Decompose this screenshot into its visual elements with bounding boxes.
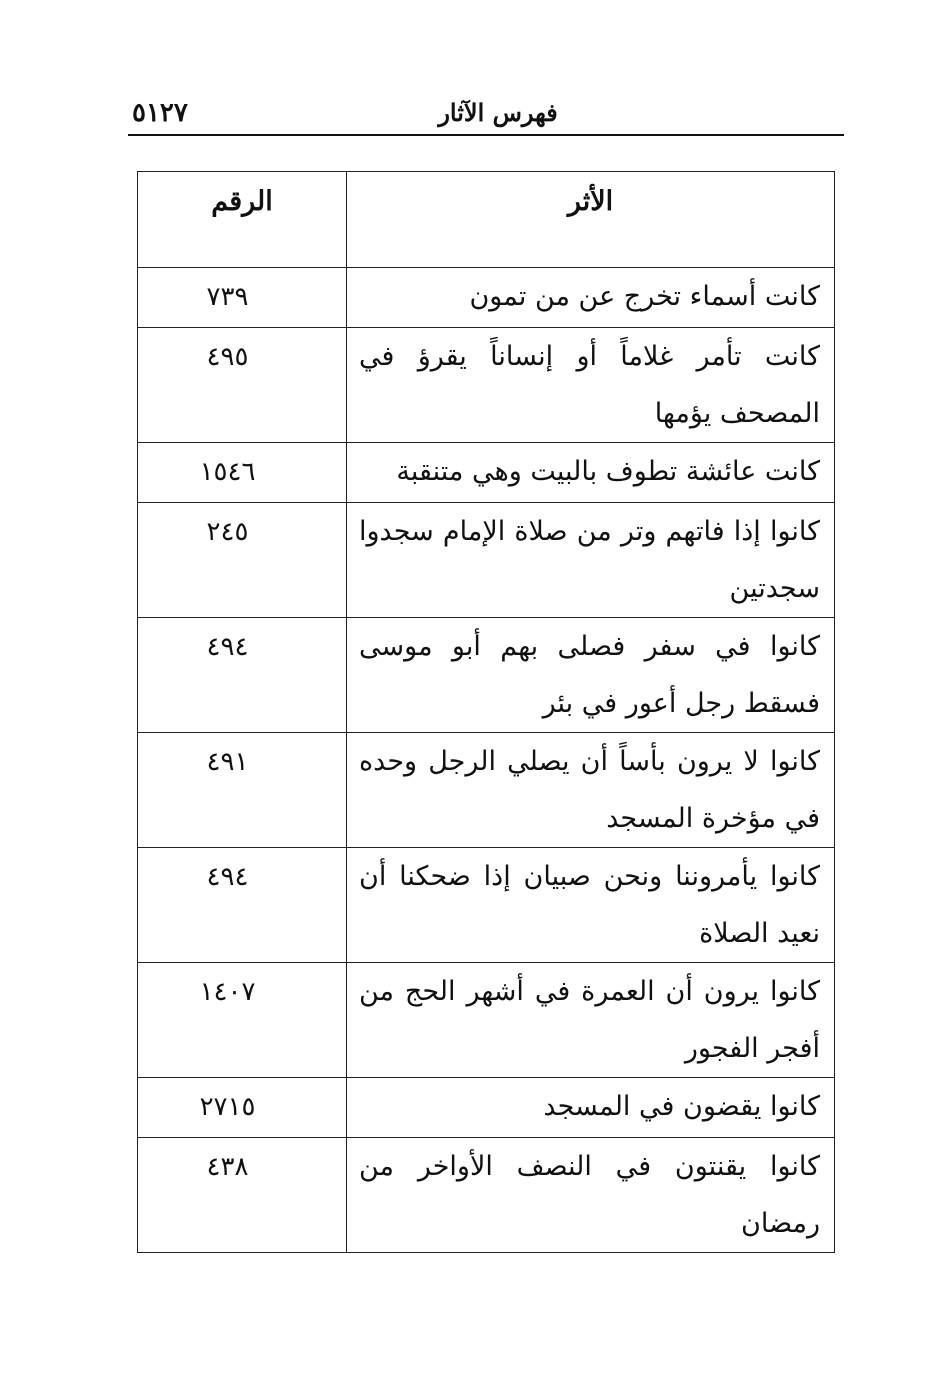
athar-text: كانوا يقضون في المسجد (347, 1078, 835, 1138)
athar-text: كانت عائشة تطوف بالبيت وهي متنقبة (347, 443, 835, 503)
athar-number: ٤٩٤ (138, 848, 347, 963)
athar-number: ٢٧١٥ (138, 1078, 347, 1138)
table-row (138, 618, 835, 733)
table-row (138, 1138, 835, 1253)
athar-number: ١٥٤٦ (138, 443, 347, 503)
page-title: فهرس الآثار (438, 98, 558, 127)
table-row (138, 443, 835, 503)
athar-number: ٤٩١ (138, 733, 347, 848)
athar-number: ٧٣٩ (138, 268, 347, 328)
page-header (128, 88, 844, 136)
athar-number: ٢٤٥ (138, 503, 347, 618)
table-row (138, 503, 835, 618)
athar-text: كانوا يقنتون في النصف الأواخر من رمضان (347, 1138, 835, 1253)
athar-text: كانوا إذا فاتهم وتر من صلاة الإمام سجدوا سجدتين (347, 503, 835, 618)
athar-text: كانوا يرون أن العمرة في أشهر الحج من أفجر الفجور (347, 963, 835, 1078)
athar-text: كانت تأمر غلاماً أو إنساناً يقرؤ في المصحف يؤمها (347, 328, 835, 443)
table-row (138, 328, 835, 443)
column-header-number: الرقم (138, 172, 347, 268)
athar-text: كانوا لا يرون بأساً أن يصلي الرجل وحده في مؤخرة المسجد (347, 733, 835, 848)
column-header-athar: الأثر (347, 172, 835, 268)
athar-number: ٤٩٥ (138, 328, 347, 443)
athar-index-table (137, 171, 835, 1253)
athar-number: ٤٣٨ (138, 1138, 347, 1253)
athar-number: ٤٩٤ (138, 618, 347, 733)
athar-number: ١٤٠٧ (138, 963, 347, 1078)
athar-text: كانت أسماء تخرج عن من تمون (347, 268, 835, 328)
table-header-row (138, 172, 835, 268)
page-number: ٥١٢٧ (132, 98, 188, 128)
table-row (138, 1078, 835, 1138)
athar-text: كانوا يأمروننا ونحن صبيان إذا ضحكنا أن نعيد الصلاة (347, 848, 835, 963)
athar-text: كانوا في سفر فصلى بهم أبو موسى فسقط رجل أعور في بئر (347, 618, 835, 733)
table-row (138, 848, 835, 963)
table-row (138, 733, 835, 848)
table-row (138, 963, 835, 1078)
table-row (138, 268, 835, 328)
